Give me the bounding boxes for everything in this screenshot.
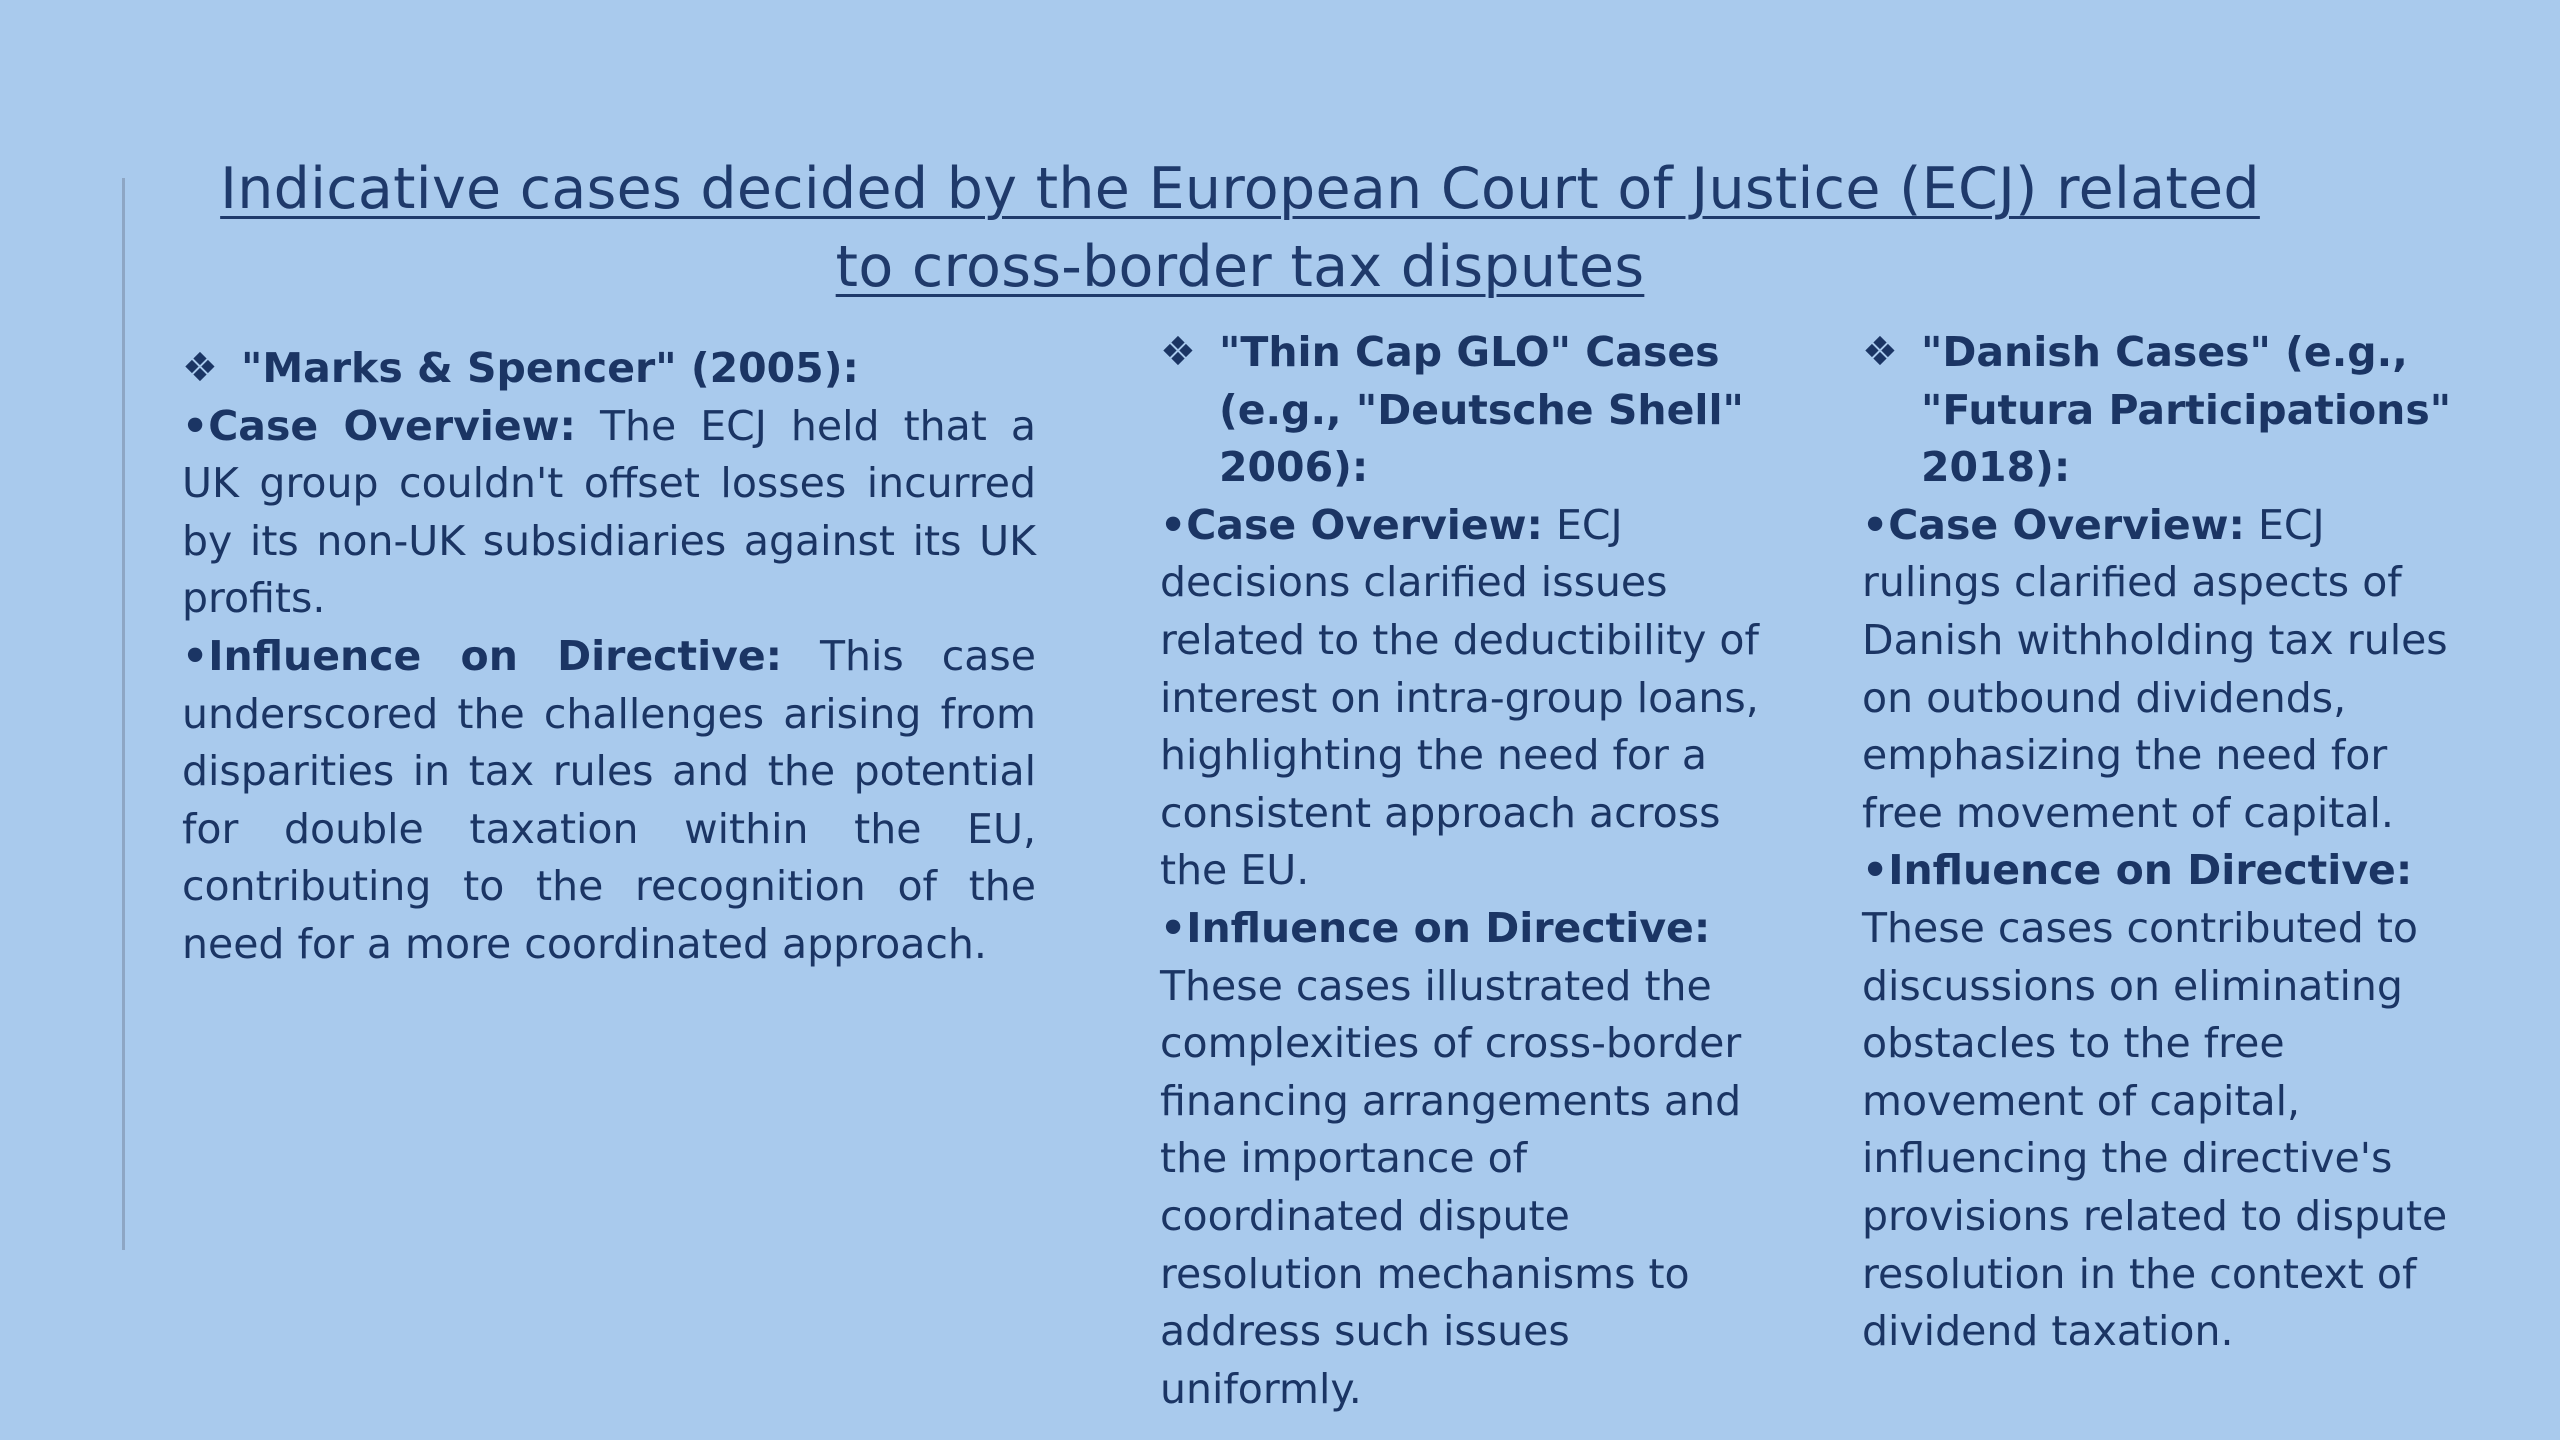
case-overview (1160, 497, 1780, 900)
case-heading (1862, 324, 2462, 497)
case-column-marks-spencer (182, 340, 1036, 974)
influence-label: Influence on Directive: (1888, 846, 2413, 895)
diamond-bullet-icon: ❖ (1160, 329, 1196, 375)
case-heading (182, 340, 1036, 398)
bullet-dot: • (1160, 903, 1187, 952)
case-column-thin-cap (1160, 324, 1780, 1418)
bullet-dot: • (1862, 500, 1889, 549)
bullet-dot: • (1862, 846, 1889, 895)
case-column-danish (1862, 324, 2462, 1361)
case-title: "Thin Cap GLO" Cases (e.g., "Deutsche Shell" 2006): (1219, 328, 1744, 492)
case-overview (1862, 497, 2462, 843)
case-overview-text: ECJ decisions clarified issues related to the deductibility of interest on intra-group loans, highlighting the need for a consistent approach across the EU. (1160, 500, 1759, 895)
case-influence (1160, 900, 1780, 1418)
case-title: "Danish Cases" (e.g., "Futura Participations" 2018): (1921, 328, 2452, 492)
case-overview-label: Case Overview: (208, 401, 576, 450)
case-overview-text: ECJ rulings clarified aspects of Danish withholding tax rules on outbound dividends, emphasizing the need for free movement of capital. (1862, 500, 2448, 837)
case-influence (182, 628, 1036, 974)
influence-text: This case underscored the challenges arising from disparities in tax rules and the potential for double taxation within the EU, contributing to the recognition of the need for a more coordinated approach. (182, 631, 1036, 968)
bullet-dot: • (1160, 500, 1187, 549)
influence-label: Influence on Directive: (208, 631, 783, 680)
bullet-dot: • (182, 631, 209, 680)
influence-label: Influence on Directive: (1186, 903, 1711, 952)
case-heading (1160, 324, 1780, 497)
diamond-bullet-icon: ❖ (182, 345, 218, 391)
case-overview (182, 398, 1036, 628)
left-vertical-rule (122, 178, 125, 1250)
case-influence (1862, 842, 2462, 1360)
diamond-bullet-icon: ❖ (1862, 329, 1898, 375)
case-overview-label: Case Overview: (1888, 500, 2245, 549)
influence-text: These cases illustrated the complexities of cross-border financing arrangements and the importance of coordinated dispute resolution mechanisms to address such issues uniformly. (1160, 961, 1742, 1413)
bullet-dot: • (182, 401, 209, 450)
slide-title: Indicative cases decided by the European Court of Justice (ECJ) related to cross-border tax disputes (220, 156, 2260, 300)
influence-text: These cases contributed to discussions on eliminating obstacles to the free movement of capital, influencing the directive's provisions related to dispute resolution in the context of dividend taxation. (1862, 903, 2448, 1356)
case-overview-text: The ECJ held that a UK group couldn't offset losses incurred by its non-UK subsidiaries against its UK profits. (182, 401, 1036, 623)
case-title: "Marks & Spencer" (2005): (241, 344, 859, 392)
case-overview-label: Case Overview: (1186, 500, 1543, 549)
